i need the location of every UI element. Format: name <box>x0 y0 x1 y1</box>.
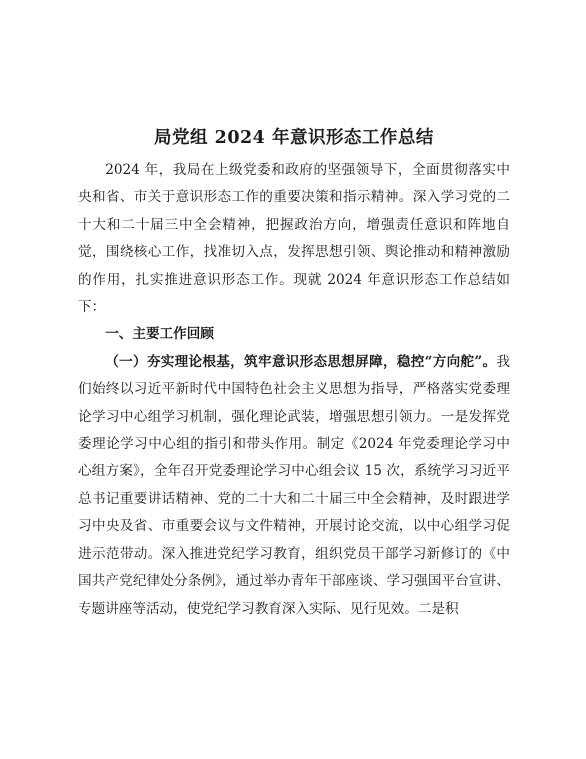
subsection-body-text: 我们始终以习近平新时代中国特色社会主义思想为指导，严格落实党委理论学习中心组学习机制，强化理论武装，增强思想引领力。一是发挥党委理论学习中心组的指引和带头作用。制定《2024 年党委理论学习中心组方案》，全年召开党委理论学习中心组会议 15 次，系统学习习近平总书记重要讲话精神、党的二十大和二十届三中全会精神，及时跟进学习中央及省、市重要会议与文件精神，开展讨论交流，以中心组学习促进示范带动。深入推进党纪学习教育，组织党员干部学习新修订的《中国共产党纪律处分条例》，通过举办青年干部座谈、学习强国平台宣讲、专题讲座等活动，使党纪学习教育深入实际、见行见效。二是积 <box>78 353 510 617</box>
section-heading-main-work-review: 一、主要工作回顾 <box>105 326 214 343</box>
subsection-paragraph-theory-foundation <box>78 349 510 623</box>
subsection-heading: （一）夯实理论根基，筑牢意识形态思想屏障，稳控“方向舵”。 <box>105 353 497 370</box>
intro-paragraph: 2024 年，我局在上级党委和政府的坚强领导下，全面贯彻落实中央和省、市关于意识形态工作的重要决策和指示精神。深入学习党的二十大和二十届三中全会精神，把握政治方向，增强责任意识和阵地自觉，围绕核心工作，找准切入点，发挥思想引领、舆论推动和精神激励的作用，扎实推进意识形态工作。现就 2024 年意识形态工作总结如下： <box>78 162 510 316</box>
document-title: 局党组 2024 年意识形态工作总结 <box>154 128 434 148</box>
document-body <box>78 125 510 623</box>
